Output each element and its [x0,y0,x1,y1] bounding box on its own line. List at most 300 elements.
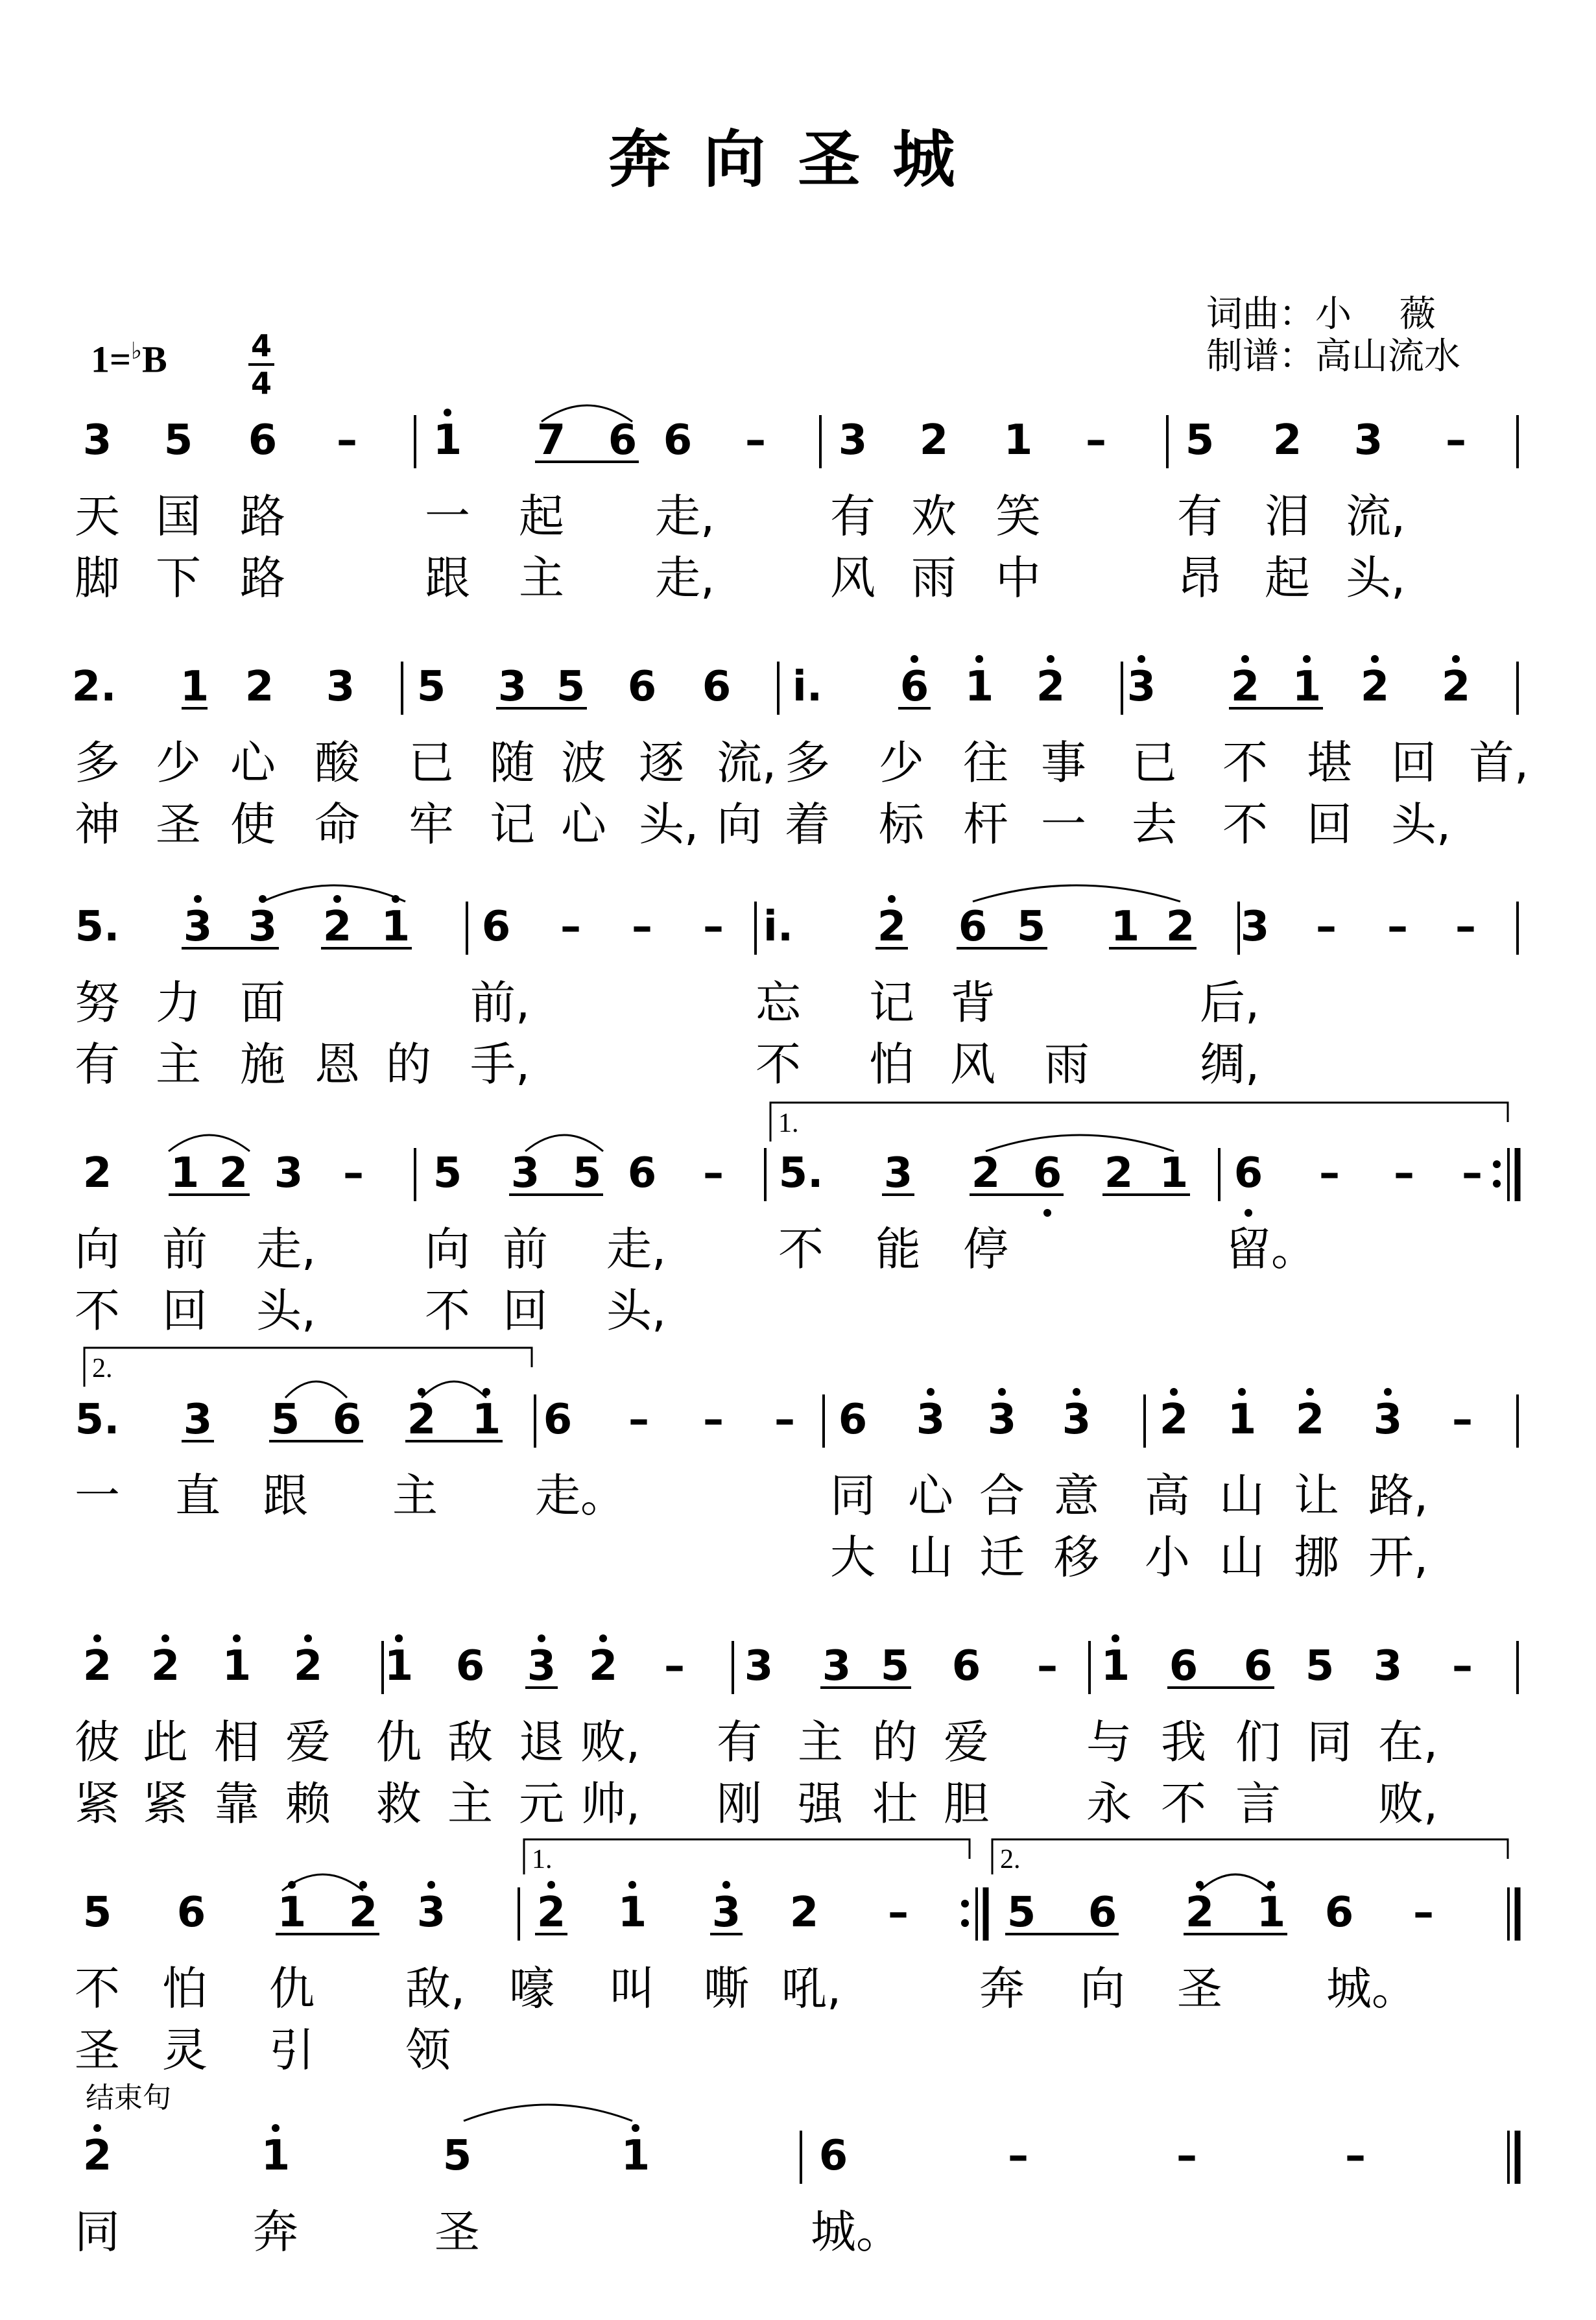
lyric-char: 仇 [269,1962,315,2015]
high-octave-dot [233,1634,241,1642]
lyric-char: 主 [519,551,564,604]
note: i. [792,663,823,711]
lyric-char: 的 [386,1038,431,1091]
note: 6 [455,1642,485,1690]
lyric-char: 爱 [285,1716,331,1769]
lyric-char: 已 [409,736,454,789]
lyric-char: 奔 [253,2205,298,2258]
lyric-char: 天 [75,490,120,543]
note: 2 [1272,416,1302,464]
lyric-char: 与 [1086,1716,1132,1769]
lyric-char: 流, [1346,490,1406,543]
high-octave-dot [888,895,896,903]
lyric-char: 敌, [405,1962,466,2015]
lyric-char: 开, [1368,1531,1429,1584]
lyric-char: 我 [1161,1716,1206,1769]
high-octave-dot [359,1881,367,1889]
lyric-char: 事 [1041,736,1086,789]
high-octave-dot [1196,1881,1204,1889]
note: 1 [170,1149,200,1197]
note: 1 [384,1642,414,1690]
note: 1 [621,2132,650,2180]
lyric-char: 使 [230,798,276,851]
lyric-char: 大 [830,1531,875,1584]
lyric-char: 风 [950,1038,995,1091]
volta-bracket [84,1348,532,1387]
lyric-char: 爱 [944,1716,989,1769]
lyric-char: 主 [392,1469,438,1522]
lyric-char: 小 [1145,1531,1190,1584]
lyric-char: 让 [1294,1469,1339,1522]
note: 5. [778,1149,824,1197]
note: 2 [1295,1396,1325,1444]
lyric-char: 主 [798,1716,843,1769]
note: 1 [1159,1149,1189,1197]
high-octave-dot [1238,1388,1246,1396]
lyric-char: 不 [1161,1777,1206,1830]
lyric-char: 逐 [639,736,684,789]
note: 6 [543,1396,573,1444]
lyric-char: 有 [830,490,875,543]
lyric-char: 回 [162,1284,208,1337]
lyric-char: 留。 [1226,1223,1316,1276]
lyric-char: 直 [175,1469,220,1522]
high-octave-dot [538,1634,545,1642]
high-octave-dot [1112,1634,1119,1642]
note: 1 [381,903,411,951]
lyric-char: 路 [240,490,285,543]
high-octave-dot [547,1881,555,1889]
note: 1 [261,2132,291,2180]
note-dash: – [888,1889,909,1937]
note: 2 [536,1889,566,1937]
note: 5 [82,1889,112,1937]
lyric-char: 泪 [1265,490,1310,543]
note: 2 [1441,663,1471,711]
lyric-char: 路 [240,551,285,604]
note: 3 [497,663,527,711]
note: 6 [248,416,278,464]
high-octave-dot [259,895,267,903]
lyric-char: 在, [1378,1716,1438,1769]
lyric-char: 救 [376,1777,422,1830]
high-octave-dot [632,2124,639,2132]
key-prefix: 1= [91,338,132,381]
note: 5 [572,1149,602,1197]
high-octave-dot [444,409,451,416]
high-octave-dot [1241,655,1249,663]
note-dash: – [1008,2132,1029,2180]
lyric-char: 神 [75,798,120,851]
note: 2 [322,903,352,951]
note: 5 [880,1642,910,1690]
note-dash: – [1394,1149,1414,1197]
high-octave-dot [1371,655,1379,663]
lyric-char: 不 [1222,736,1268,789]
lyric-char: 恩 [315,1038,360,1091]
note: 3 [82,416,112,464]
lyric-char: 圣 [156,798,201,851]
lyric-char: 不 [756,1038,801,1091]
lyric-char: 元 [519,1777,564,1830]
high-octave-dot [1384,1388,1392,1396]
high-octave-dot [911,655,918,663]
note: 6 [958,903,988,951]
lyric-char: 昂 [1177,551,1222,604]
lyric-char: 走, [256,1223,316,1276]
note: 6 [1032,1149,1062,1197]
lyric-char: 山 [908,1531,953,1584]
lyric-char: 杆 [963,798,1008,851]
note: 1 [1110,903,1140,951]
high-octave-dot [975,655,983,663]
lyric-char: 紧 [75,1777,120,1830]
lyric-char: 吼, [781,1962,842,2015]
note: 2 [1104,1149,1134,1197]
note: 6 [176,1889,206,1937]
lyric-char: 退 [519,1716,564,1769]
lyric-char: 头, [606,1284,667,1337]
note: 6 [818,2132,848,2180]
lyric-char: 紧 [143,1777,188,1830]
note: 6 [838,1396,868,1444]
note-dash: – [343,1149,364,1197]
note: 3 [1062,1396,1091,1444]
lyric-char: 头, [256,1284,316,1337]
note: 7 [536,416,566,464]
lyric-char: 回 [503,1284,548,1337]
note: 5 [556,663,586,711]
lyric-char: 向 [717,798,762,851]
lyric-char: 起 [1265,551,1310,604]
time-signature-top: 4 [250,328,272,363]
note: 5. [75,903,120,951]
lyric-char: 山 [1219,1469,1265,1522]
note-dash: – [1455,903,1476,951]
lyrics-music-credit: 词曲：小 薇 [1206,293,1436,335]
arranger-credit: 制谱：高山流水 [1206,335,1460,377]
lyric-char: 路, [1368,1469,1429,1522]
note: 1 [1256,1889,1286,1937]
high-octave-dot [628,1881,636,1889]
lyric-char: 前, [470,976,530,1029]
note: 6 [702,663,732,711]
lyric-char: 回 [1391,736,1436,789]
note: 3 [822,1642,852,1690]
note: 6 [951,1642,981,1690]
lyric-char: 相 [214,1716,259,1769]
note: 2 [919,416,949,464]
lyric-char: 标 [879,798,924,851]
lyric-char: 挪 [1294,1531,1339,1584]
volta-label: 2. [1000,1845,1021,1874]
repeat-dot [961,1919,969,1927]
note: 3 [274,1149,304,1197]
note: 3 [987,1396,1017,1444]
note: 3 [326,663,355,711]
note-dash: – [1452,1396,1473,1444]
lyric-char: 多 [785,736,830,789]
note: 2 [244,663,274,711]
lyric-char: 灵 [162,2024,208,2077]
note-dash: – [1176,2132,1197,2180]
repeat-dot [1493,1180,1501,1188]
note: 2 [1230,663,1260,711]
note: 3 [248,903,278,951]
lyric-char: 同 [1307,1716,1352,1769]
note-dash: – [774,1396,795,1444]
note: 6 [1169,1642,1198,1690]
note: 6 [627,663,657,711]
lyric-char: 命 [315,798,360,851]
note: 5 [433,1149,462,1197]
high-octave-dot [93,2124,101,2132]
lyric-char: 脚 [75,551,120,604]
lyric-char: 刚 [717,1777,762,1830]
lyric-char: 们 [1235,1716,1281,1769]
high-octave-dot [1137,655,1145,663]
lyric-char: 能 [875,1223,921,1276]
note-dash: – [1345,2132,1366,2180]
lyric-char: 起 [519,490,564,543]
note: 3 [883,1149,913,1197]
tie-arc [986,1135,1174,1151]
lyric-char: 言 [1235,1777,1281,1830]
lyric-char: 跟 [425,551,470,604]
lyric-char: 迁 [979,1531,1025,1584]
note: 2 [1165,903,1195,951]
note: 2 [82,1149,112,1197]
note-dash: – [664,1642,685,1690]
lyric-char: 往 [963,736,1008,789]
lyric-char: 城。 [1326,1962,1417,2015]
note: 2 [150,1642,180,1690]
lyric-char: 奔 [979,1962,1025,2015]
volta-bracket [770,1103,1508,1142]
note: 5 [1305,1642,1335,1690]
lyric-char: 停 [963,1223,1008,1276]
lyric-char: 着 [785,798,830,851]
note: 2 [219,1149,248,1197]
time-signature-bottom: 4 [250,366,272,401]
lyric-char: 波 [561,736,606,789]
note: 6 [663,416,693,464]
lyric-char: 施 [240,1038,285,1091]
key-note: B [142,338,167,381]
lyric-char: 多 [75,736,120,789]
lyric-char: 少 [879,736,924,789]
lyric-char: 流, [717,736,777,789]
lyric-char: 风 [830,551,875,604]
note: 2. [71,663,117,711]
lyric-char: 面 [240,976,285,1029]
lyric-char: 主 [156,1038,201,1091]
note-dash: – [1037,1642,1058,1690]
note: 5 [163,416,193,464]
lyric-char: 中 [995,551,1041,604]
note: 3 [510,1149,540,1197]
lyric-char: 心 [230,736,276,789]
note: 1 [277,1889,307,1937]
note: 1 [617,1889,647,1937]
lyric-char: 牢 [409,798,454,851]
low-octave-dot [1043,1209,1051,1217]
lyric-char: 少 [156,736,201,789]
repeat-dot [1493,1160,1501,1168]
lyric-char: 同 [830,1469,875,1522]
lyric-char: 走。 [535,1469,626,1522]
note-dash: – [703,903,724,951]
note: 2 [82,1642,112,1690]
note: 3 [1353,416,1383,464]
lyric-char: 靠 [214,1777,259,1830]
lyric-char: 永 [1086,1777,1132,1830]
lyric-char: 敌 [447,1716,493,1769]
lyric-char: 圣 [1177,1962,1222,2015]
lyric-char: 头, [1391,798,1451,851]
note: 3 [183,1396,213,1444]
lyric-char: 移 [1054,1531,1099,1584]
lyric-char: 向 [75,1223,120,1276]
lyric-char: 绸, [1200,1038,1260,1091]
note: 6 [481,903,511,951]
lyric-char: 不 [75,1284,120,1337]
lyric-char: 不 [1222,798,1268,851]
lyric-char: 前 [162,1223,208,1276]
high-octave-dot [927,1388,935,1396]
lyric-char: 领 [405,2024,451,2077]
note: 6 [1324,1889,1354,1937]
lyric-char: 国 [156,490,201,543]
volta-label: 2. [92,1354,113,1383]
volta-label: 1. [532,1845,553,1874]
lyric-char: 头, [639,798,699,851]
high-octave-dot [1073,1388,1080,1396]
note-dash: – [1446,416,1466,464]
lyric-char: 堪 [1307,736,1352,789]
flat-symbol: ♭ [131,338,143,364]
high-octave-dot [427,1881,435,1889]
high-octave-dot [998,1388,1006,1396]
note-dash: – [560,903,581,951]
high-octave-dot [161,1634,169,1642]
note: 2 [1159,1396,1189,1444]
high-octave-dot [304,1634,312,1642]
note: 1 [1227,1396,1257,1444]
note: 2 [877,903,907,951]
tie-arc [464,2105,632,2121]
lyric-char: 已 [1132,736,1177,789]
high-octave-dot [1452,655,1460,663]
lyric-char: 走, [606,1223,667,1276]
note: 3 [1126,663,1156,711]
note: 1 [1003,416,1033,464]
high-octave-dot [599,1634,607,1642]
lyric-char: 怕 [162,1962,208,2015]
lyric-char: 意 [1054,1469,1099,1522]
lyric-char: 城。 [811,2205,901,2258]
note: 6 [1243,1642,1273,1690]
note-dash: – [1086,416,1106,464]
note-dash: – [703,1149,724,1197]
note: i. [763,903,794,951]
lyric-char: 走, [655,490,715,543]
lyric-char: 胆 [944,1777,989,1830]
lyric-char: 有 [717,1716,762,1769]
lyric-char: 此 [143,1716,188,1769]
note: 2 [1360,663,1390,711]
volta-bracket [992,1839,1508,1874]
lyric-char: 败, [580,1716,641,1769]
lyric-char: 壮 [872,1777,918,1830]
note-dash: – [1387,903,1408,951]
high-octave-dot [418,1388,425,1396]
note: 2 [407,1396,436,1444]
lyric-char: 不 [75,1962,120,2015]
lyric-char: 雨 [1044,1038,1090,1091]
high-octave-dot [333,895,341,903]
lyric-char: 向 [1080,1962,1125,2015]
lyric-char: 跟 [263,1469,308,1522]
note: 5. [75,1396,120,1444]
note: 1 [222,1642,252,1690]
note: 6 [899,663,929,711]
note-dash: – [1462,1149,1483,1197]
lyric-char: 下 [156,551,201,604]
high-octave-dot [482,1388,490,1396]
note: 1 [1101,1642,1130,1690]
note: 5 [416,663,446,711]
note: 3 [916,1396,946,1444]
note: 3 [527,1642,556,1690]
lyric-char: 背 [950,976,995,1029]
note-dash: – [632,903,652,951]
lyric-char: 败, [1378,1777,1438,1830]
lyric-char: 主 [447,1777,493,1830]
lyric-char: 雨 [911,551,957,604]
high-octave-dot [1306,1388,1314,1396]
lyric-char: 同 [75,2205,120,2258]
note: 3 [744,1642,774,1690]
lyric-char: 首, [1469,736,1529,789]
lyric-char: 仇 [376,1716,422,1769]
lyric-char: 一 [75,1469,120,1522]
lyric-char: 有 [1177,490,1222,543]
lyric-char: 的 [872,1716,918,1769]
lyric-char: 合 [979,1469,1025,1522]
note: 2 [1185,1889,1215,1937]
lyric-char: 一 [1041,798,1086,851]
high-octave-dot [722,1881,730,1889]
note-dash: – [1452,1642,1473,1690]
lyric-char: 去 [1132,798,1177,851]
note-dash: – [1413,1889,1434,1937]
volta-bracket [524,1839,970,1874]
lyric-char: 高 [1145,1469,1190,1522]
note: 2 [1036,663,1066,711]
note: 1 [964,663,994,711]
lyric-char: 怕 [869,1038,914,1091]
note-dash: – [745,416,766,464]
lyric-char: 圣 [435,2205,480,2258]
lyric-char: 随 [490,736,535,789]
lyric-char: 心 [908,1469,953,1522]
repeat-dot [961,1900,969,1907]
lyric-char: 赖 [285,1777,331,1830]
note: 2 [789,1889,819,1937]
lyric-char: 走, [655,551,715,604]
note-dash: – [1319,1149,1340,1197]
